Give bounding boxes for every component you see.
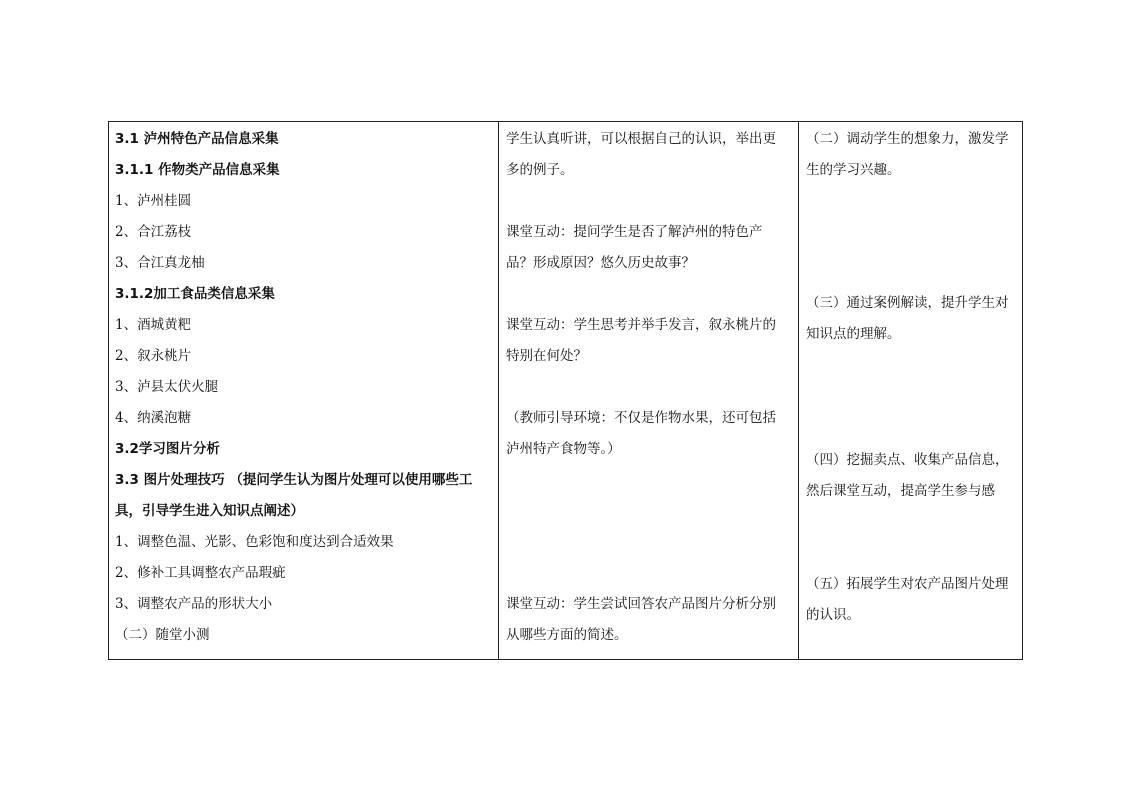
activity-text: 课堂互动：学生思考并举手发言，叙永桃片的 [506,317,776,333]
section-heading: 3.3 图片处理技巧 （提问学生认为图片处理可以使用哪些工 [115,472,473,488]
activity-text: 学生认真听讲，可以根据自己的认识，举出更 [506,131,776,147]
design-intent-column [799,122,1022,659]
intent-text: （二）调动学生的想象力，激发学 [806,131,1009,147]
list-item: 3、调整农产品的形状大小 [115,596,273,612]
activity-text: 从哪些方面的简述。 [506,627,628,643]
section-heading: 3.2学习图片分析 [115,441,220,457]
list-item: 3、合江真龙柚 [115,255,205,271]
list-item: 2、合江荔枝 [115,224,192,240]
activity-text: （教师引导环境：不仅是作物水果，还可包括 [506,410,776,426]
activity-text: 特别在何处？ [506,348,587,364]
section-heading: 3.1 泸州特色产品信息采集 [115,131,279,147]
intent-text: 的认识。 [806,607,860,623]
list-item: 1、酒城黄粑 [115,317,192,333]
intent-text: （五）拓展学生对农产品图片处理 [806,576,1009,592]
student-activity-column [499,122,799,659]
intent-text: （四）挖掘卖点、收集产品信息， [806,452,1009,468]
content-column [109,122,499,659]
subsection-heading: 3.1.2加工食品类信息采集 [115,286,275,302]
list-item: 1、泸州桂圆 [115,193,192,209]
list-item: 1、调整色温、光影、色彩饱和度达到合适效果 [115,534,394,550]
quiz-item: （二）随堂小测 [115,627,210,643]
section-heading-continued: 具，引导学生进入知识点阐述） [115,503,304,519]
intent-text: 然后课堂互动，提高学生参与感 [806,483,995,499]
intent-text: 知识点的理解。 [806,326,901,342]
list-item: 3、泸县太伏火腿 [115,379,219,395]
activity-text: 品？形成原因？悠久历史故事？ [506,255,695,271]
list-item: 2、叙永桃片 [115,348,192,364]
list-item: 4、纳溪泡糖 [115,410,192,426]
activity-text: 多的例子。 [506,162,574,178]
subsection-heading: 3.1.1 作物类产品信息采集 [115,162,280,178]
lesson-plan-table [108,121,1023,660]
activity-text: 课堂互动：提问学生是否了解泸州的特色产 [506,224,763,240]
intent-text: 生的学习兴趣。 [806,162,901,178]
activity-text: 泸州特产食物等。） [506,441,621,457]
intent-text: （三）通过案例解读，提升学生对 [806,295,1009,311]
activity-text: 课堂互动：学生尝试回答农产品图片分析分别 [506,596,776,612]
list-item: 2、修补工具调整农产品瑕疵 [115,565,286,581]
